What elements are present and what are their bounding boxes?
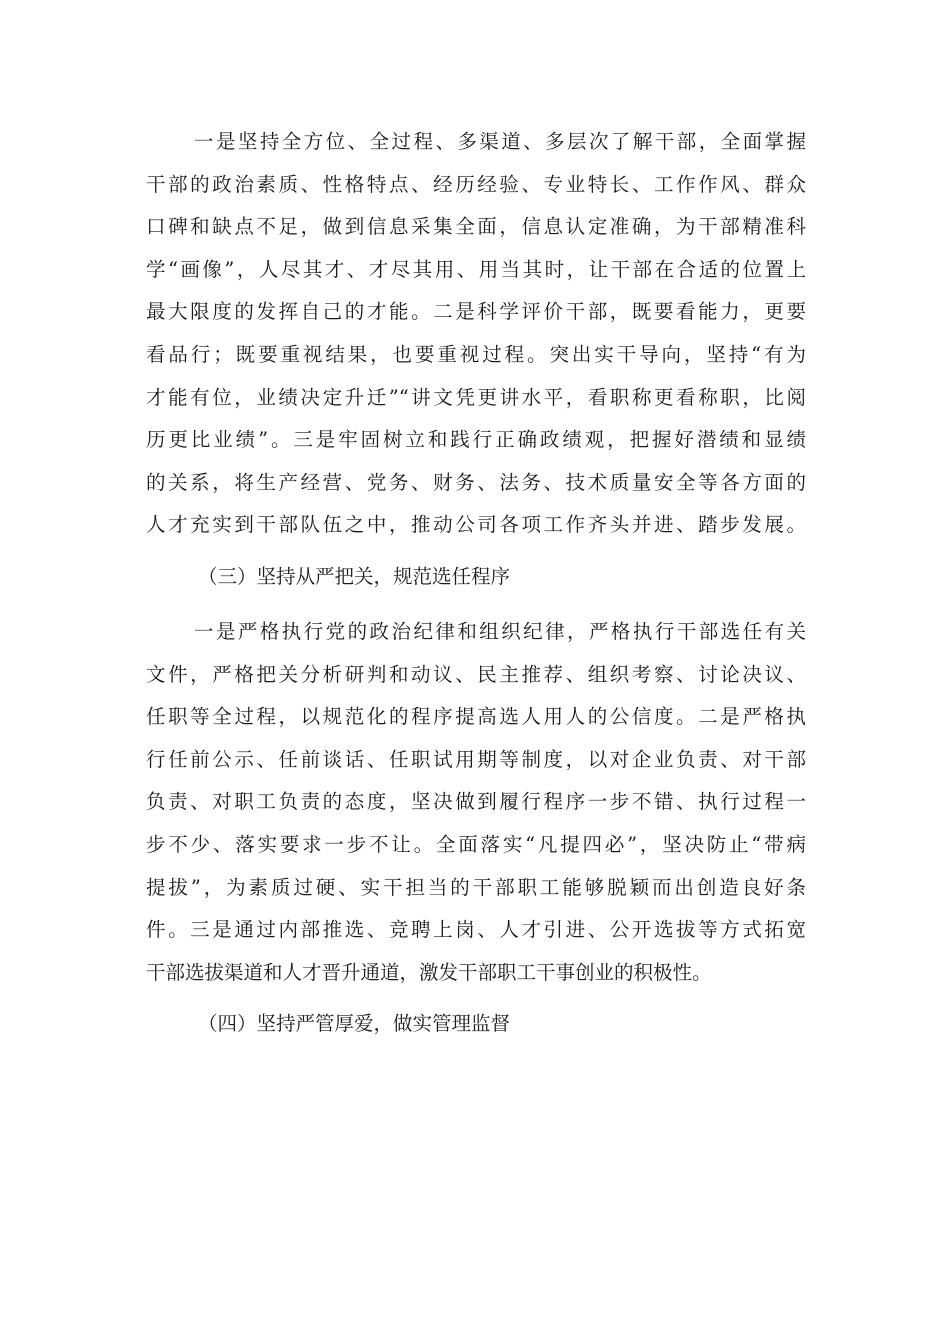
paragraph-line: 干部选拔渠道和人才晋升通道，激发干部职工干事创业的积极性。 [146, 960, 712, 984]
paragraph-line: 提拔”，为素质过硬、实干担当的干部职工能够脱颖而出创造良好条 [146, 875, 806, 899]
paragraph-selection-procedure [146, 611, 806, 994]
paragraph-line: 人才充实到干部队伍之中，推动公司各项工作齐头并进、踏步发展。 [146, 513, 806, 537]
paragraph-line: 件。三是通过内部推选、竞聘上岗、人才引进、公开选拔等方式拓宽 [146, 918, 806, 942]
section-heading-3: （三）坚持从严把关，规范选任程序 [198, 565, 511, 588]
paragraph-line: 任职等全过程，以规范化的程序提高选人用人的公信度。二是严格执 [146, 705, 806, 729]
paragraph-line: 才能有位，业绩决定升迁”“讲文凭更讲水平，看职称更看称职，比阅 [146, 385, 806, 409]
paragraph-cadre-understanding [146, 121, 806, 547]
paragraph-line: 负责、对职工负责的态度，坚决做到履行程序一步不错、执行过程一 [146, 790, 806, 814]
paragraph-line: 最大限度的发挥自己的才能。二是科学评价干部，既要看能力，更要 [146, 300, 806, 324]
paragraph-line: 步不少、落实要求一步不让。全面落实“凡提四必”，坚决防止“带病 [146, 832, 806, 856]
paragraph-line: 的关系，将生产经营、党务、财务、法务、技术质量安全等各方面的 [146, 470, 806, 494]
paragraph-line: 一是坚持全方位、全过程、多渠道、多层次了解干部，全面掌握 [194, 130, 806, 153]
section-heading-4: （四）坚持严管厚爱，做实管理监督 [198, 1012, 511, 1035]
paragraph-line: 学“画像”，人尽其才、才尽其用、用当其时，让干部在合适的位置上 [146, 257, 806, 281]
paragraph-line: 干部的政治素质、性格特点、经历经验、专业特长、工作作风、群众 [146, 172, 806, 196]
paragraph-line: 行任前公示、任前谈话、任职试用期等制度，以对企业负责、对干部 [146, 747, 806, 771]
paragraph-line: 历更比业绩”。三是牢固树立和践行正确政绩观，把握好潜绩和显绩 [146, 428, 806, 452]
paragraph-line: 文件，严格把关分析研判和动议、民主推荐、组织考察、讨论决议、 [146, 662, 806, 686]
paragraph-line: 一是严格执行党的政治纪律和组织纪律，严格执行干部选任有关 [194, 620, 806, 643]
paragraph-line: 口碑和缺点不足，做到信息采集全面，信息认定准确，为干部精准科 [146, 215, 806, 239]
paragraph-line: 看品行；既要重视结果，也要重视过程。突出实干导向，坚持“有为 [146, 342, 806, 366]
